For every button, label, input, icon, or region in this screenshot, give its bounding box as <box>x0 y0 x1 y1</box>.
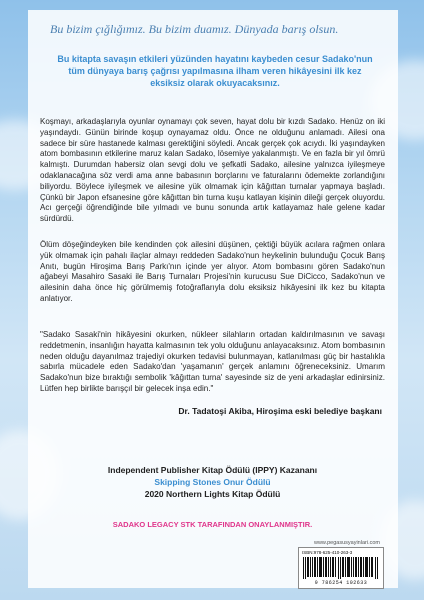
cover-slogan: Bu bizim çığlığımız. Bu bizim duamız. Dünyada barış olsun. <box>50 22 339 36</box>
award-item: Skipping Stones Onur Ödülü <box>154 477 271 487</box>
legacy-endorsement: SADAKO LEGACY STK TARAFINDAN ONAYLANMIŞTIR. <box>112 520 313 529</box>
quote-author: Dr. Tadatoşi Akiba, Hiroşima eski belediye başkanı <box>178 406 382 416</box>
barcode-graphic <box>303 557 379 579</box>
isbn-label: ISBN:978-625-410-263-3 <box>302 550 353 555</box>
award-item: Independent Publisher Kitap Ödülü (IPPY) Kazananı <box>107 465 318 475</box>
cover-intro: Bu kitapta savaşın etkileri yüzünden hayatını kaybeden cesur Sadako'nun tüm dünyaya barış çağrısı yapılmasına ilham veren hikâyesini ilk kez eksiksiz olarak okuyacaksınız. <box>57 54 373 88</box>
publisher-website: www.pegasusyayinlari.com <box>313 540 380 546</box>
isbn-barcode <box>298 547 384 589</box>
story-paragraph: Ölüm döşeğindeyken bile kendinden çok ailesini düşünen, çektiği büyük acılara rağmen onlara yük olmamak için pahalı ilaçlar almayı reddeden Sadako'nun heykelinin bulunduğu Çocuk Barış Anıtı, bugün Hiroşima Barış Parkı'nın içinde yer alıyor. Atom bombasını gören Sadako'nun ağabeyi Masahiro Sasaki ile Barış Turnaları Projesi'nin kurucusu Sue DiCicco, Sadako'nun ve ailesinin daha önce hiç görülmemiş fotoğraflarıyla dolu eksiksiz hikâyesini ilk kez bu kitapta anlatıyor. <box>40 240 385 303</box>
award-item: 2020 Northern Lights Kitap Ödülü <box>144 489 281 499</box>
story-paragraph: Koşmayı, arkadaşlarıyla oyunlar oynamayı çok seven, hayat dolu bir kızdı Sadako. Henüz on iki yaşındaydı. Günün birinde koşup oynayamaz oldu. Önce ne olduğunu anlamadı. Ailesi ona sadece bir süre hastanede kalması gerektiğini söyledi. Ancak gerçek çok acıydı. İki yaşındayken atom bombasının etkilerine maruz kalan Sadako, lösemiye yakalanmıştı. Ve en fazla bir yıl ömrü kalmıştı. Durumdan habersiz olan sevgi dolu ve şefkatli Sadako, ailesine yalnızca iyileşmeye odaklanacağına söz verdi ama anne babasının borçlarını ve faturalarını ödemekte zorlandığını biliyordu. Böylece iyileşmek ve ailesine yük olmamak için kâğıttan turnalar yapmaya başladı. Çünkü bir Japon efsanesine göre kâğıttan bin turna kuşu katlayan kişinin dileği gerçek oluyordu. Acı gerçeği öğrendiğinde bile yılmadı ve bunu sonunda artık katlayamaz hale gelene kadar sürdürdü. <box>40 117 385 224</box>
endorsement-quote: "Sadako Sasaki'nin hikâyesini okurken, nükleer silahların ortadan kaldırılmasının ve savaşı reddetmenin, insanlığın hayatta kalmasının tek yolu olduğunu anlayacaksınız. Atom bombasının neden olduğu dayanılmaz trajediyi okurken tedavisi bulunmayan, katlanılması güç bir hastalıkla sabırla mücadele eden Sadako'dan 'yaşamanın' gerçek anlamını öğreneceksiniz. Umarım Sadako'nun bize bıraktığı sembolik 'kâğıttan turna' sayesinde siz de yeni arkadaşlar edinirsiniz. Lütfen hep birlikte barışçıl bir gelecek inşa edin." <box>40 330 385 393</box>
barcode-digits: 9 786254 102633 <box>314 580 368 586</box>
awards-list <box>40 464 385 500</box>
